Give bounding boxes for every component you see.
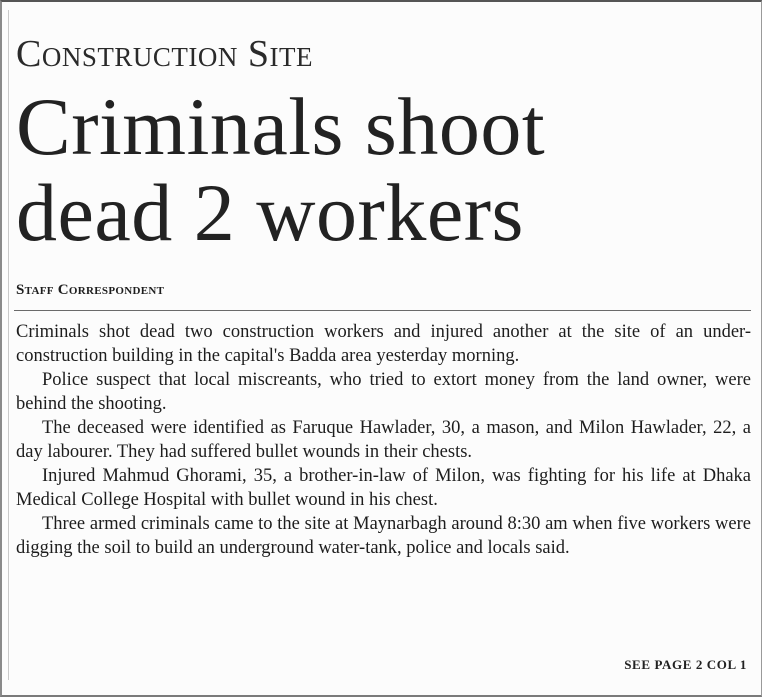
paragraph: The deceased were identified as Faruque Hawlader, 30, a mason, and Milon Hawlader, 22, a day labourer. They had suffered bullet wounds in their chests.	[16, 418, 751, 462]
section-kicker: Construction Site	[16, 33, 313, 75]
byline-divider	[14, 310, 751, 311]
headline	[16, 81, 546, 258]
paragraph: Police suspect that local miscreants, who tried to extort money from the land owner, were behind the shooting.	[16, 370, 751, 414]
paragraph: Injured Mahmud Ghorami, 35, a brother-in-law of Milon, was fighting for his life at Dhaka Medical College Hospital with bullet wound in his chest.	[16, 466, 751, 510]
headline-line-2: dead 2 workers	[16, 167, 524, 258]
continuation-note: SEE PAGE 2 COL 1	[624, 657, 747, 672]
column-rule	[8, 10, 9, 680]
byline: Staff Correspondent	[16, 282, 165, 298]
article-body	[16, 320, 751, 560]
headline-line-1: Criminals shoot	[16, 81, 546, 172]
paragraph: Criminals shot dead two construction workers and injured another at the site of an under-construction building in the capital's Badda area yesterday morning.	[16, 322, 751, 366]
paragraph: Three armed criminals came to the site at Maynarbagh around 8:30 am when five workers were digging the soil to build an underground water-tank, police and locals said.	[16, 514, 751, 558]
